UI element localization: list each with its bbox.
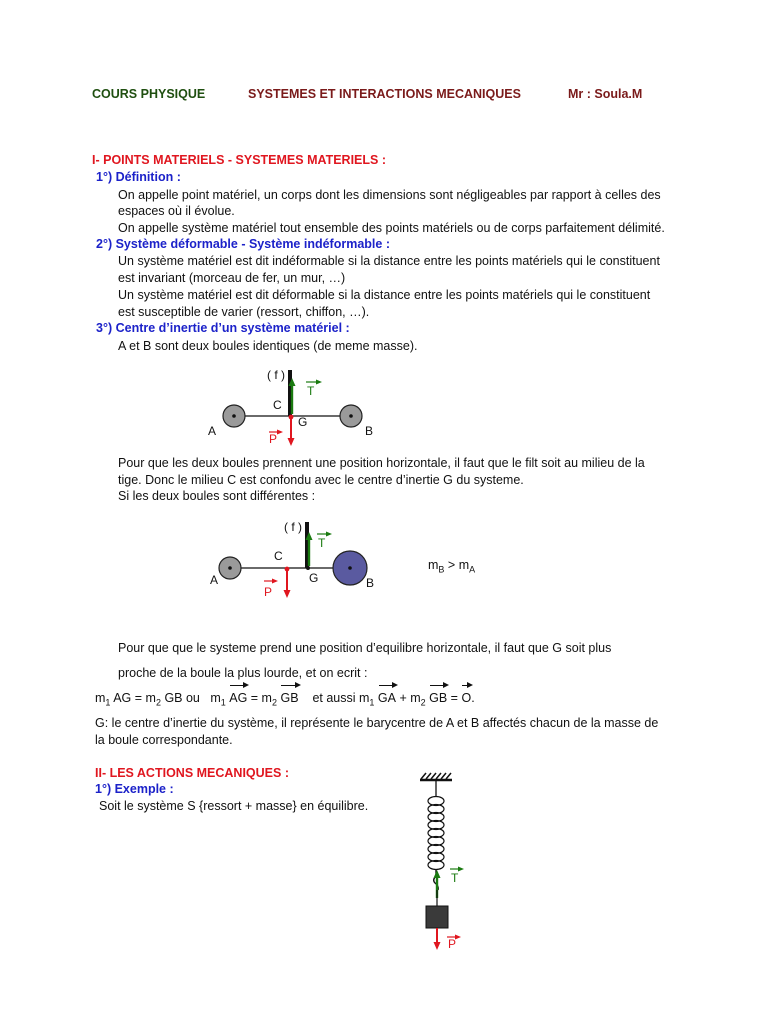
definition-line: On appelle point matériel, un corps dont les dimensions sont négligeables par rapport à celles des: [118, 188, 661, 202]
vector-ag: AG: [229, 691, 248, 705]
vector-zero: O: [461, 691, 472, 705]
ceiling-hatching: [421, 773, 451, 779]
p-label-arrow-head: [277, 430, 283, 435]
inertia-definition: la boule correspondante.: [95, 733, 233, 747]
label-f: ( f ): [284, 520, 302, 534]
label-p: P: [448, 937, 457, 951]
eq-equals-m: = m: [247, 691, 272, 705]
header-course: COURS PHYSIQUE: [92, 87, 206, 101]
equilibrium-paragraph: proche de la boule la plus lourde, et on ecrit :: [118, 666, 368, 680]
p-label-arrow-head: [272, 579, 278, 584]
eq-sub-2: 2: [155, 697, 161, 708]
point-g: [306, 566, 310, 570]
label-g: G: [309, 571, 319, 585]
vector-gb-2: GB: [429, 691, 448, 705]
mass-block: [426, 906, 448, 928]
mass-sub-b: B: [438, 564, 445, 575]
spring-coils: [428, 797, 444, 870]
label-f: ( f ): [267, 368, 285, 382]
eq-sub-2: 2: [271, 697, 277, 708]
mass-relation: [428, 557, 475, 578]
label-b: B: [366, 576, 375, 590]
mass-gt: >: [447, 558, 456, 572]
mass-m-b: m: [428, 558, 439, 572]
inertia-paragraph: Si les deux boules sont différentes :: [118, 489, 316, 503]
label-b: B: [365, 424, 374, 438]
label-t: T: [451, 871, 459, 885]
eq-plus-m: + m: [395, 691, 421, 705]
equilibrium-paragraph: Pour que que le systeme prend une position d’equilibre horizontale, il faut que G soit plus: [118, 641, 612, 655]
label-a: A: [210, 573, 219, 587]
deformable-line: est susceptible de varier (ressort, chiffon, …).: [118, 305, 370, 319]
deformable-line: Un système matériel est dit indéformable si la distance entre les points matériels qui le constituent: [118, 254, 660, 268]
mass-m-a: m: [458, 558, 470, 572]
example-line: Soit le système S {ressort + masse} en équilibre.: [99, 799, 369, 813]
point-c: [285, 567, 290, 572]
ball-b-center: [348, 566, 352, 570]
barycenter-equation: [95, 690, 475, 711]
header-author: Mr : Soula.M: [568, 87, 643, 101]
label-t: T: [307, 384, 315, 398]
figure-unequal-balls: [195, 512, 395, 604]
label-c: C: [274, 549, 283, 563]
eq-sub-1: 1: [105, 697, 111, 708]
eq-sub-1: 1: [220, 697, 226, 708]
definition-line: espaces où il évolue.: [118, 204, 235, 218]
tension-vector-head: [434, 870, 441, 878]
eq-gb-ou: GB ou: [160, 691, 200, 705]
figure-spring-mass: [410, 770, 480, 954]
ball-a-center: [232, 414, 236, 418]
subsection-example-title: 1°) Exemple :: [95, 782, 174, 796]
vector-gb: GB: [280, 691, 299, 705]
eq-m: m: [210, 691, 221, 705]
subsection-definition-title: 1°) Définition :: [96, 170, 181, 184]
header-title: SYSTEMES ET INTERACTIONS MECANIQUES: [248, 87, 521, 101]
deformable-line: est invariant (morceau de fer, un mur, …): [118, 271, 346, 285]
label-a: A: [208, 424, 217, 438]
point-g: [289, 415, 294, 420]
vector-ga: GA: [377, 691, 396, 705]
t-label-arrow-head: [316, 380, 322, 385]
ball-a-center: [228, 566, 232, 570]
weight-vector-head: [288, 438, 295, 446]
mass-sub-a: A: [469, 564, 476, 575]
eq-m: m: [95, 691, 106, 705]
inertia-paragraph: tige. Donc le milieu C est confondu avec le centre d’inertie G du systeme.: [118, 473, 524, 487]
label-p: P: [269, 432, 278, 446]
t-label-arrow-head: [326, 532, 332, 537]
inertia-definition: G: le centre d’inertie du système, il représente le barycentre de A et B affectés chacun de la masse de: [95, 716, 659, 730]
eq-sub-2: 2: [420, 697, 426, 708]
section-2-title: II- LES ACTIONS MECANIQUES :: [95, 766, 289, 780]
eq-ag: AG = m: [110, 691, 156, 705]
definition-line: On appelle système matériel tout ensemble des points matériels ou de corps parfaitement délimité.: [118, 221, 665, 235]
section-1-title: I- POINTS MATERIELS - SYSTEMES MATERIELS :: [92, 153, 386, 167]
label-g: G: [298, 415, 308, 429]
label-t: T: [318, 536, 326, 550]
subsection-deformable-title: 2°) Système déformable - Système indéformable :: [96, 237, 390, 251]
eq-aussi: et aussi m: [312, 691, 370, 705]
weight-vector-head: [284, 590, 291, 598]
subsection-inertia-title: 3°) Centre d’inertie d’un système matériel :: [96, 321, 350, 335]
label-c: C: [273, 398, 282, 412]
inertia-intro: A et B sont deux boules identiques (de meme masse).: [118, 339, 418, 353]
eq-dot: .: [471, 691, 475, 705]
deformable-line: Un système matériel est dit déformable si la distance entre les points matériels qui le constituent: [118, 288, 651, 302]
inertia-paragraph: Pour que les deux boules prennent une position horizontale, il faut que le filt soit au milieu de la: [118, 456, 645, 470]
eq-sub-1: 1: [369, 697, 375, 708]
t-label-arrow-head: [458, 867, 464, 872]
label-p: P: [264, 585, 273, 599]
figure-equal-balls: [195, 362, 395, 452]
ball-b-center: [349, 414, 353, 418]
weight-vector-head: [434, 942, 441, 950]
eq-equals: =: [447, 691, 462, 705]
